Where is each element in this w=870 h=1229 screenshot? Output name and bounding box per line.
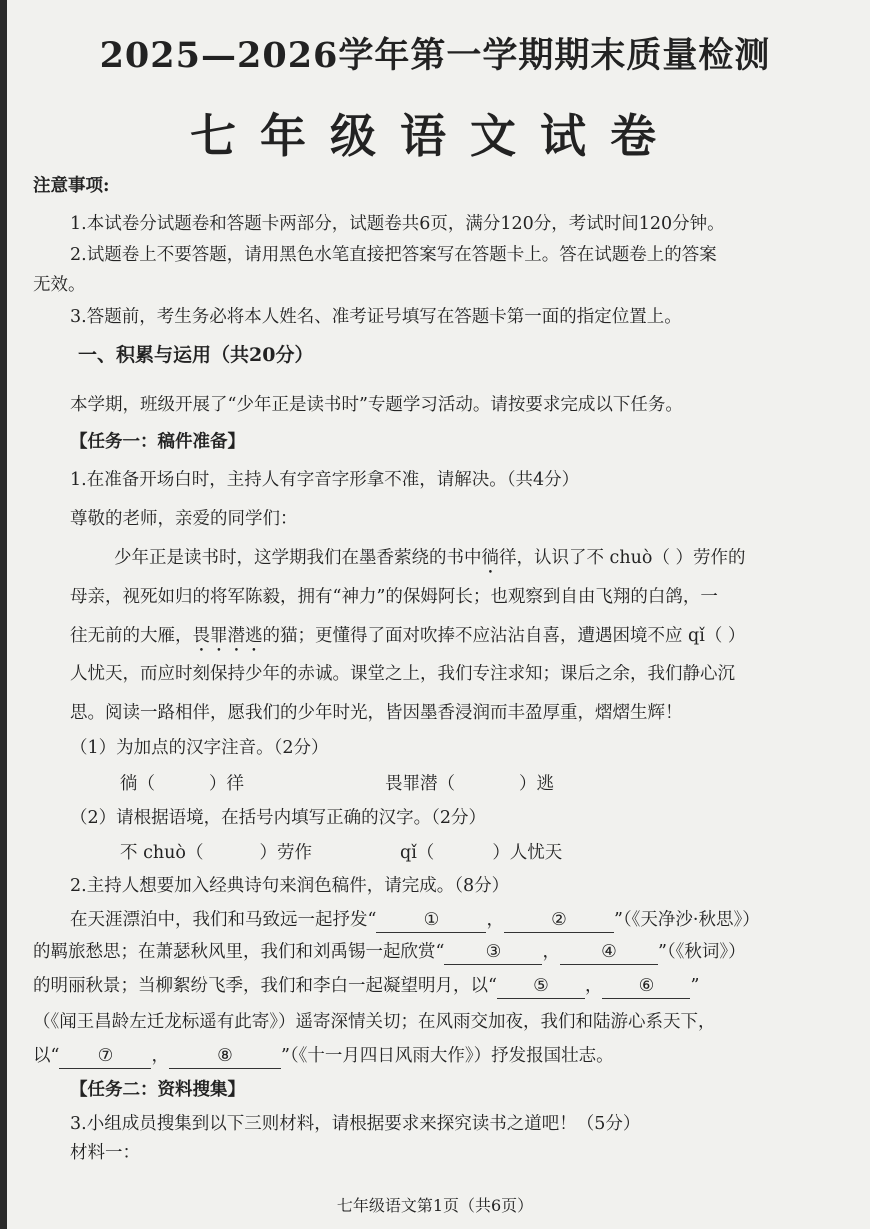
answer-slot-2[interactable] bbox=[385, 772, 554, 796]
answer-slot-1[interactable] bbox=[120, 772, 244, 796]
answer-slot-3[interactable] bbox=[120, 841, 312, 865]
answer-suffix: ）徉 bbox=[209, 774, 244, 794]
poem-line-4: （《闻王昌龄左迁龙标遥有此寄》）遥寄深情关切；在风雨交加夜，我们和陆游心系天下， bbox=[33, 1012, 716, 1032]
poem-text: 的明丽秋景；当柳絮纷飞季，我们和李白一起凝望明月，以“ bbox=[33, 976, 497, 996]
poem-line-5 bbox=[33, 1044, 614, 1069]
task-two-heading: 【任务二：资料搜集】 bbox=[70, 1080, 245, 1100]
task-one-heading: 【任务一：稿件准备】 bbox=[70, 432, 245, 452]
separator: ， bbox=[584, 976, 603, 996]
poem-source: ”（《十一月四日风雨大作》）抒发报国壮志。 bbox=[280, 1046, 614, 1066]
question-2: 2.主持人想要加入经典诗句来润色稿件，请完成。（8分） bbox=[70, 876, 510, 896]
material-label: 材料一： bbox=[70, 1143, 140, 1163]
poem-text: 在天涯漂泊中，我们和马致远一起抒发“ bbox=[70, 910, 377, 930]
fill-blank-4[interactable]: ④ bbox=[560, 940, 658, 965]
answer-prefix: qǐ（ bbox=[400, 843, 435, 863]
page-footer: 七年级语文第1页（共6页） bbox=[336, 1196, 534, 1215]
passage-line-3 bbox=[70, 624, 745, 656]
fill-blank-7[interactable]: ⑦ bbox=[59, 1044, 151, 1069]
poem-line-2 bbox=[33, 940, 746, 965]
poem-text: 以“ bbox=[33, 1046, 60, 1066]
fill-blank-5[interactable]: ⑤ bbox=[497, 974, 585, 999]
poem-text: 的羁旅愁思；在萧瑟秋风里，我们和刘禹锡一起欣赏“ bbox=[33, 942, 445, 962]
separator: ， bbox=[542, 942, 560, 962]
separator: ， bbox=[486, 910, 504, 930]
exam-title: 2025—2026学年第一学期期末质量检测 bbox=[99, 35, 771, 76]
note-item-1: 1.本试卷分试题卷和答题卡两部分，试题卷共6页，满分120分，考试时间120分钟。 bbox=[70, 214, 725, 234]
passage-text: 往无前的大雁， bbox=[70, 626, 193, 646]
passage-line-5: 思。阅读一路相伴，愿我们的少年时光，皆因墨香浸润而丰盈厚重，熠熠生辉！ bbox=[70, 703, 683, 723]
question-3: 3.小组成员搜集到以下三则材料，请根据要求来探究读书之道吧！（5分） bbox=[70, 1114, 641, 1134]
answer-prefix: 徜（ bbox=[120, 774, 155, 794]
note-item-2: 2.试题卷上不要答题，请用黑色水笔直接把答案写在答题卡上。答在试题卷上的答案 bbox=[70, 245, 717, 265]
passage-text: 少年正是读书时，这学期我们在墨香萦绕的书中 bbox=[114, 548, 482, 568]
answer-slot-4[interactable] bbox=[400, 841, 562, 865]
fill-blank-2[interactable]: ② bbox=[504, 908, 614, 933]
fill-blank-1[interactable]: ① bbox=[376, 908, 486, 933]
section-heading: 一、积累与运用（共20分） bbox=[78, 344, 314, 366]
passage-text: 徉，认识了不 chuò（ ）劳作的 bbox=[499, 548, 746, 568]
exam-subtitle: 七年级语文试卷 bbox=[190, 109, 680, 163]
answer-suffix: ）逃 bbox=[519, 774, 554, 794]
answer-suffix: ）人忧天 bbox=[492, 843, 563, 863]
note-item-3: 3.答题前，考生务必将本人姓名、准考证号填写在答题卡第一面的指定位置上。 bbox=[70, 307, 682, 327]
answer-suffix: ）劳作 bbox=[259, 843, 312, 863]
sub-question-2: （2）请根据语境，在括号内填写正确的汉字。（2分） bbox=[70, 808, 487, 828]
notes-heading: 注意事项: bbox=[33, 176, 110, 196]
dotted-phrase: 畏罪潜逃 bbox=[192, 626, 263, 646]
fill-blank-8[interactable]: ⑧ bbox=[169, 1044, 281, 1069]
answer-prefix: 畏罪潜（ bbox=[385, 774, 455, 794]
dotted-char: 徜 bbox=[481, 548, 499, 568]
passage-line-1 bbox=[114, 546, 746, 578]
note-item-2-cont: 无效。 bbox=[33, 275, 86, 295]
question-1: 1.在准备开场白时，主持人有字音字形拿不准，请解决。（共4分） bbox=[70, 470, 580, 490]
page-edge-shadow bbox=[0, 0, 7, 1229]
activity-intro: 本学期，班级开展了“少年正是读书时”专题学习活动。请按要求完成以下任务。 bbox=[70, 395, 683, 415]
passage-line-4: 人忧天，而应时刻保持少年的赤诚。课堂之上，我们专注求知；课后之余，我们静心沉 bbox=[70, 664, 735, 684]
poem-source: ”（《天净沙·秋思》） bbox=[613, 910, 760, 930]
passage-text: 的猫；更懂得了面对吹捧不应沾沾自喜，遭遇困境不应 qǐ（ ） bbox=[262, 626, 746, 646]
poem-source: ”（《秋词》） bbox=[657, 942, 746, 962]
greeting: 尊敬的老师，亲爱的同学们： bbox=[70, 509, 298, 529]
fill-blank-3[interactable]: ③ bbox=[444, 940, 542, 965]
separator: ， bbox=[151, 1046, 169, 1066]
sub-question-1: （1）为加点的汉字注音。（2分） bbox=[70, 738, 329, 758]
passage-line-2: 母亲，视死如归的将军陈毅，拥有“神力”的保姆阿长；也观察到自由飞翔的白鸽，一 bbox=[70, 587, 718, 607]
poem-line-3: 的明丽秋景；当柳絮纷飞季，我们和李白一起凝望明月，以“ ⑤ ， ⑥ ” bbox=[33, 974, 699, 999]
answer-prefix: 不 chuò（ bbox=[120, 843, 204, 863]
poem-line-1 bbox=[70, 908, 760, 933]
fill-blank-6[interactable]: ⑥ bbox=[602, 974, 690, 999]
